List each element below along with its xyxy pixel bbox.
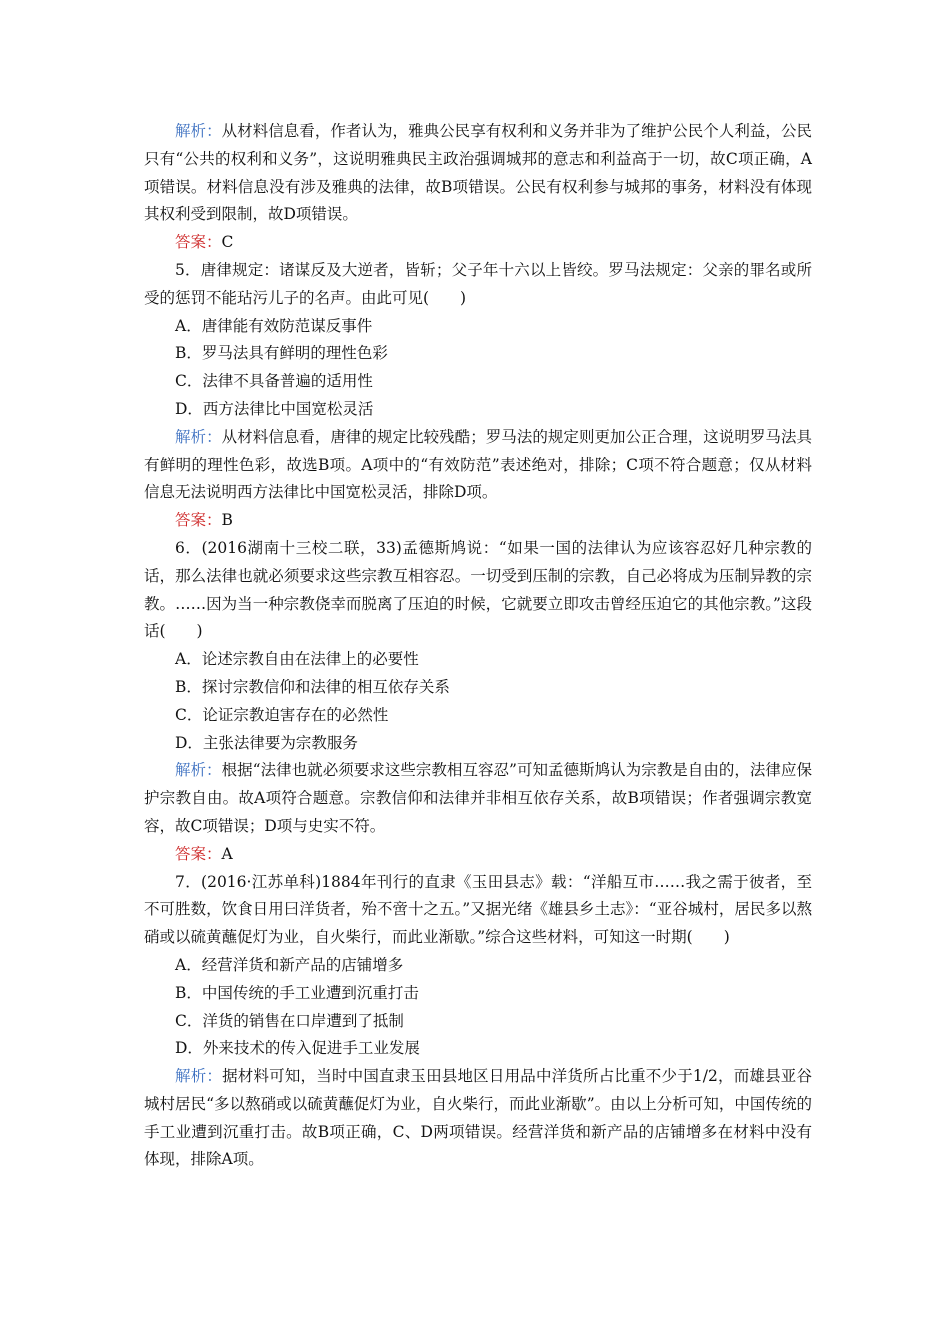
question-6-option-d: D．主张法律要为宗教服务 bbox=[175, 733, 358, 752]
question-5-option-c: C．法律不具备普遍的适用性 bbox=[175, 372, 373, 391]
explanation-text: 根据“法律也就必须要求这些宗教相互容忍”可知孟德斯鸠认为宗教是自由的，法律应保护宗教自由。故A项符合题意。宗教信仰和法律并非相互依存关系，故B项错误；作者强调宗教宽容，故C项错误；D项与史实不符。 bbox=[144, 761, 812, 835]
question-7-option-a: A．经营洋货和新产品的店铺增多 bbox=[175, 955, 404, 974]
explanation-q6 bbox=[144, 757, 812, 840]
question-7-option-d: D．外来技术的传入促进手工业发展 bbox=[175, 1039, 420, 1058]
question-5-option-b: B．罗马法具有鲜明的理性色彩 bbox=[175, 344, 388, 363]
document-page bbox=[144, 118, 812, 1174]
explanation-q7 bbox=[144, 1063, 812, 1174]
explanation-label: 解析： bbox=[175, 761, 222, 780]
answer-value: C bbox=[221, 233, 234, 252]
question-7: 7．(2016·江苏单科)1884年刊行的直隶《玉田县志》载：“洋船互市……我之需于彼者，至不可胜数，饮食日用曰洋货者，殆不啻十之五。”又据光绪《雄县乡土志》：“亚谷城村，居民多以熬硝或以硫黄蘸促灯为业，自火柴行，而此业渐歇。”综合这些材料，可知这一时期( ) bbox=[144, 872, 812, 947]
question-5: 5．唐律规定：诸谋反及大逆者，皆斩；父子年十六以上皆绞。罗马法规定：父亲的罪名或所受的惩罚不能玷污儿子的名声。由此可见( ) bbox=[144, 260, 812, 307]
explanation-label: 解析： bbox=[175, 122, 222, 140]
question-6-option-b: B．探讨宗教信仰和法律的相互依存关系 bbox=[175, 677, 450, 696]
answer-value: A bbox=[221, 844, 233, 863]
question-7-option-c: C．洋货的销售在口岸遭到了抵制 bbox=[175, 1011, 404, 1030]
question-7-option-b: B．中国传统的手工业遭到沉重打击 bbox=[175, 983, 419, 1002]
explanation-label: 解析： bbox=[175, 1067, 223, 1086]
answer-value: B bbox=[221, 511, 233, 530]
explanation-label: 解析： bbox=[175, 427, 222, 446]
question-5-option-a: A．唐律能有效防范谋反事件 bbox=[175, 316, 373, 335]
explanation-q5 bbox=[144, 424, 812, 507]
answer-q5 bbox=[144, 507, 812, 535]
answer-q4 bbox=[144, 229, 812, 257]
answer-label: 答案： bbox=[175, 844, 222, 863]
explanation-q4 bbox=[144, 118, 812, 229]
question-5-option-d: D．西方法律比中国宽松灵活 bbox=[175, 399, 374, 418]
question-6-option-a: A．论述宗教自由在法律上的必要性 bbox=[175, 650, 419, 669]
explanation-text: 据材料可知，当时中国直隶玉田县地区日用品中洋货所占比重不少于1/2，而雄县亚谷城村居民“多以熬硝或以硫黄蘸促灯为业，自火柴行，而此业渐歇”。由以上分析可知，中国传统的手工业遭到沉重打击。故B项正确，C、D两项错误。经营洋货和新产品的店铺增多在材料中没有体现，排除A项。 bbox=[144, 1067, 812, 1169]
explanation-text: 从材料信息看，唐律的规定比较残酷；罗马法的规定则更加公正合理，这说明罗马法具有鲜明的理性色彩，故选B项。A项中的“有效防范”表述绝对，排除；C项不符合题意；仅从材料信息无法说明西方法律比中国宽松灵活，排除D项。 bbox=[144, 427, 812, 502]
answer-label: 答案： bbox=[175, 511, 222, 530]
answer-label: 答案： bbox=[175, 233, 222, 252]
answer-q6 bbox=[144, 841, 812, 869]
explanation-text: 从材料信息看，作者认为，雅典公民享有权利和义务并非为了维护公民个人利益，公民只有“公共的权利和义务”，这说明雅典民主政治强调城邦的意志和利益高于一切，故C项正确，A项错误。材料信息没有涉及雅典的法律，故B项错误。公民有权利参与城邦的事务，材料没有体现其权利受到限制，故D项错误。 bbox=[144, 122, 812, 224]
question-6-option-c: C．论证宗教迫害存在的必然性 bbox=[175, 705, 389, 724]
question-6: 6．(2016湖南十三校二联，33)孟德斯鸠说：“如果一国的法律认为应该容忍好几种宗教的话，那么法律也就必须要求这些宗教互相容忍。一切受到压制的宗教，自己必将成为压制异教的宗教。……因为当一种宗教侥幸而脱离了压迫的时候，它就要立即攻击曾经压迫它的其他宗教。”这段话( ) bbox=[144, 538, 812, 641]
